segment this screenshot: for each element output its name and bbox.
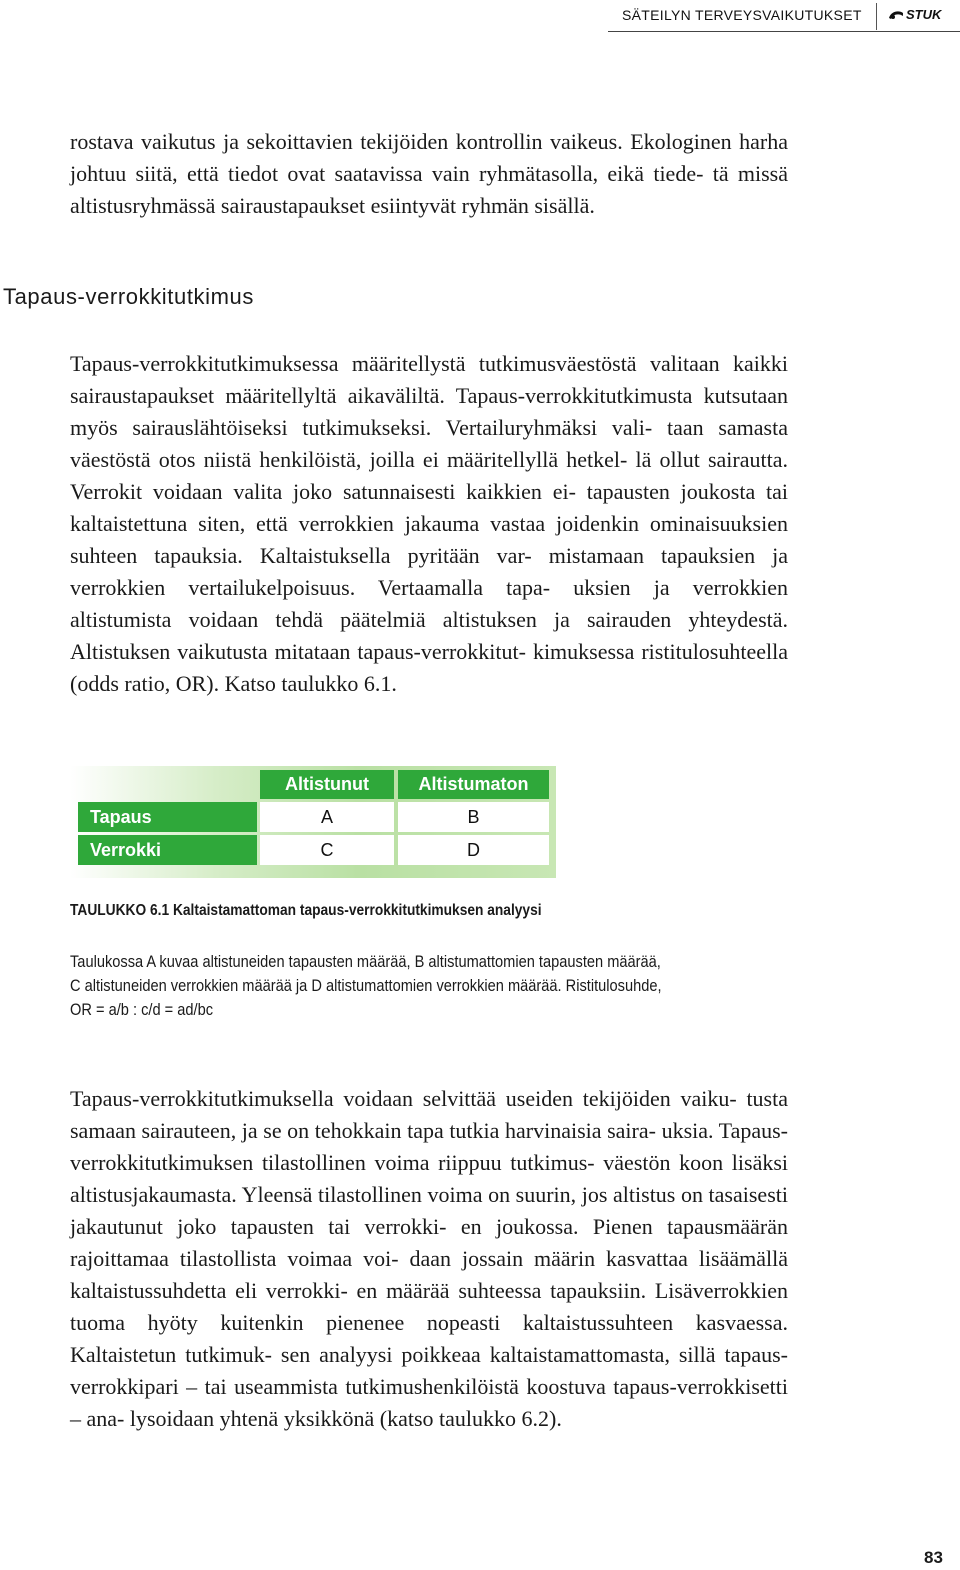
text-line: kaikki sairaustapaukset määritellyltä aikaväliltä. Tapaus-verrokkitutkimusta bbox=[70, 351, 789, 408]
text-line: taan samasta väestöstä otos niistä henkilöistä, joilla ei määritellyllä hetkel- bbox=[70, 415, 788, 472]
text-line: tai useammista tutkimushenkilöistä koostuva tapaus-verrokkisetti – ana- bbox=[70, 1374, 788, 1431]
section-heading: Tapaus-verrokkitutkimus bbox=[3, 284, 254, 309]
cell-b: B bbox=[398, 802, 549, 832]
cell-c: C bbox=[260, 835, 394, 865]
note-line: C altistuneiden verrokkien määrää ja D altistumattomien verrokkien määrää. Ristitulosuhde, bbox=[70, 976, 662, 995]
header-title: SÄTEILYN TERVEYSVAIKUTUKSET bbox=[622, 7, 862, 23]
page-number: 83 bbox=[924, 1548, 943, 1567]
text-line: sen analyysi poikkeaa kaltaistamattomasta, sillä tapaus-verrokkipari – bbox=[70, 1342, 788, 1399]
paragraph-case-control bbox=[70, 348, 788, 700]
text-line: en määrää suhteessa tapauksiin. Lisäverrokkien tuoma hyöty kuitenkin bbox=[70, 1278, 789, 1335]
text-line: uksia. Tapaus-verrokkitutkimuksen tilastollinen voima riippuu tutkimus- bbox=[70, 1118, 789, 1175]
text-line: tä missä altistusryhmässä sairaustapaukset esiintyvät ryhmän sisällä. bbox=[70, 161, 788, 218]
text-line: en joukossa. Pienen tapausmäärän rajoittamaa tilastollista voimaa voi- bbox=[70, 1214, 789, 1271]
cell-a: A bbox=[260, 802, 394, 832]
text-line: uksien ja verrokkien altistumista voidaan tehdä päätelmiä altistuksen ja bbox=[70, 575, 789, 632]
row-label-control: Verrokki bbox=[78, 835, 257, 865]
text-line: kutsutaan myös sairauslähtöiseksi tutkimukseksi. Vertailuryhmäksi vali- bbox=[70, 383, 788, 440]
stuk-logo-mark-icon bbox=[888, 9, 904, 21]
text-line: pienenee nopeasti kaltaistussuhteen kasvaessa. Kaltaistetun tutkimuk- bbox=[70, 1310, 788, 1367]
header-divider bbox=[876, 3, 877, 30]
text-line: daan jossain määrin kasvattaa lisäämällä kaltaistussuhdetta eli verrokki- bbox=[70, 1246, 789, 1303]
col-header-unexposed: Altistumaton bbox=[398, 770, 549, 799]
text-line: lä ollut sairautta. Verrokit voidaan valita joko satunnaisesti kaikkien ei- bbox=[70, 447, 788, 504]
paragraph-intro bbox=[70, 126, 788, 222]
text-line: harha johtuu siitä, että tiedot ovat saatavissa vain ryhmätasolla, eikä tiede- bbox=[70, 129, 788, 186]
text-line: mistamaan tapauksien ja verrokkien vertailukelpoisuus. Vertaamalla tapa- bbox=[70, 543, 789, 600]
note-line: Taulukossa A kuvaa altistuneiden tapausten määrää, B altistumattomien tapausten määrää, bbox=[70, 952, 661, 971]
text-line: lysoidaan yhtenä yksikkönä (katso taulukko 6.2). bbox=[129, 1406, 562, 1431]
note-line: OR = a/b : c/d = ad/bc bbox=[70, 1000, 214, 1019]
contingency-table bbox=[70, 766, 556, 878]
table-note bbox=[70, 950, 662, 1022]
table-caption: TAULUKKO 6.1 Kaltaistamattoman tapaus-verrokkitutkimuksen analyysi bbox=[70, 902, 542, 919]
text-line: sairauden yhteydestä. Altistuksen vaikutusta mitataan tapaus-verrokkitut- bbox=[70, 607, 789, 664]
text-line: tusta samaan sairauteen, ja se on tehokkain tapa tutkia harvinaisia saira- bbox=[70, 1086, 788, 1143]
text-line: kimuksessa ristitulosuhteella (odds ratio, OR). Katso taulukko 6.1. bbox=[70, 639, 788, 696]
paragraph-power bbox=[70, 1083, 788, 1435]
stuk-logo bbox=[888, 7, 941, 22]
text-line: tapausten joukosta tai kaltaistettuna siten, että verrokkien jakauma vastaa bbox=[70, 479, 789, 536]
text-line: rostava vaikutus ja sekoittavien tekijöiden kontrollin vaikeus. Ekologinen bbox=[70, 129, 732, 154]
cell-d: D bbox=[398, 835, 549, 865]
text-line: väestön koon lisäksi altistusjakaumasta. Yleensä tilastollinen voima on bbox=[70, 1150, 789, 1207]
text-line: suurin, jos altistus on tasaisesti jakautunut joko tapausten tai verrokki- bbox=[70, 1182, 788, 1239]
logo-text: STUK bbox=[906, 7, 942, 22]
text-line: Tapaus-verrokkitutkimuksessa määritellystä tutkimusväestöstä valitaan bbox=[70, 351, 720, 376]
text-line: joidenkin ominaisuuksien suhteen tapauksia. Kaltaistuksella pyritään var- bbox=[70, 511, 788, 568]
col-header-exposed: Altistunut bbox=[260, 770, 394, 799]
running-header bbox=[608, 0, 960, 32]
text-line: Tapaus-verrokkitutkimuksella voidaan selvittää useiden tekijöiden vaiku- bbox=[70, 1086, 737, 1111]
row-label-case: Tapaus bbox=[78, 802, 257, 832]
